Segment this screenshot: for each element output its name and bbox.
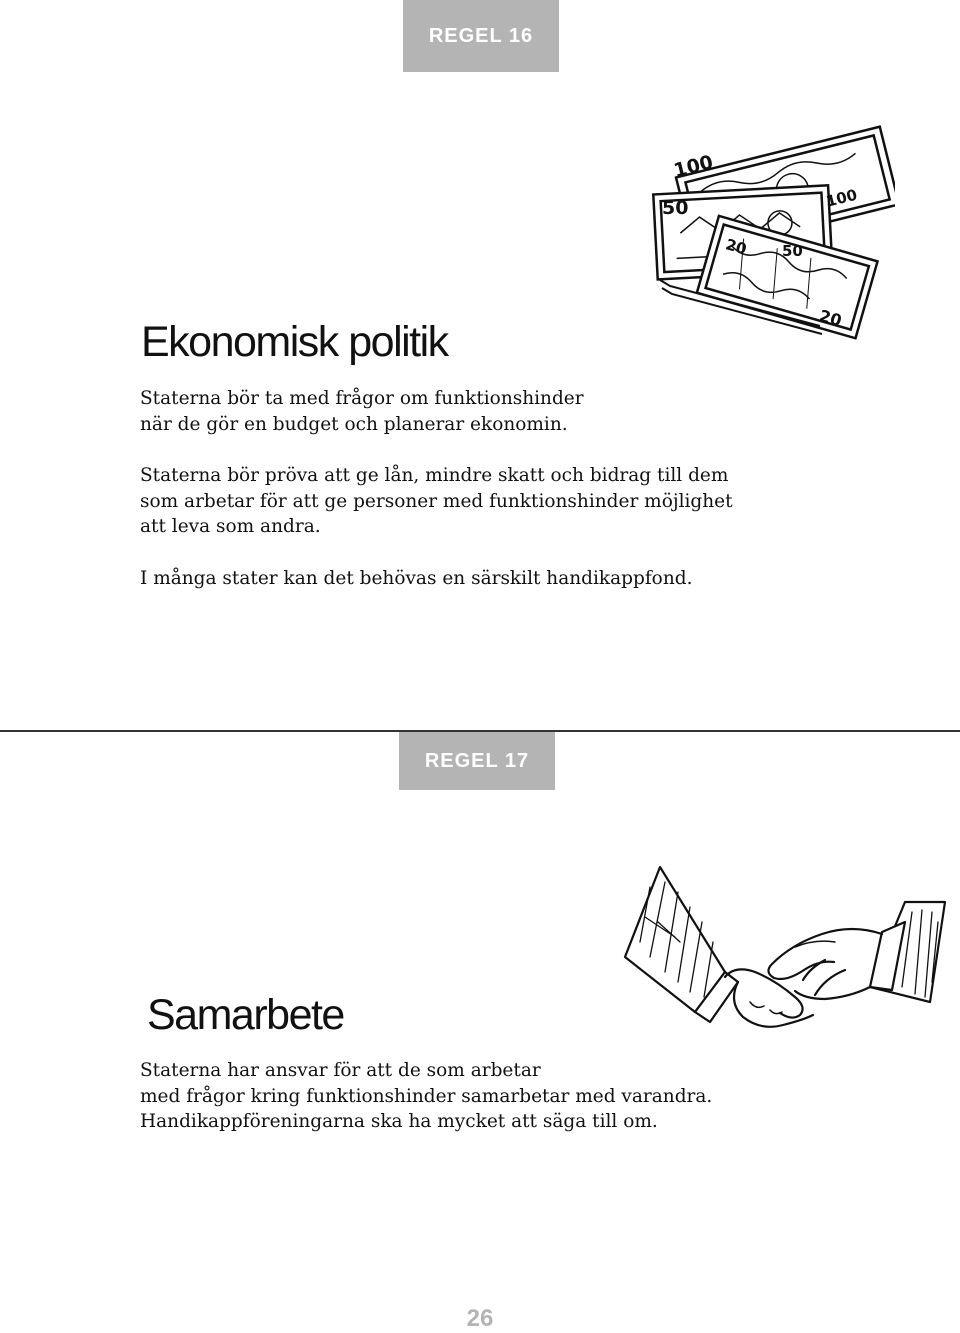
text-line: I många stater kan det behövas en särskilt handikappfond.: [140, 568, 693, 589]
section-title-cooperation: Samarbete: [147, 991, 344, 1039]
note-label: 20: [817, 305, 844, 331]
text-line: Staterna bör ta med frågor om funktionshinder: [140, 388, 584, 409]
note-label: 100: [671, 151, 716, 183]
note-label: 100: [824, 185, 859, 211]
text-line: Handikappföreningarna ska ha mycket att säga till om.: [140, 1111, 658, 1132]
text-line: med frågor kring funktionshinder samarbetar med varandra.: [140, 1085, 713, 1107]
paragraph: [140, 1058, 712, 1135]
text-line: att leva som andra.: [140, 516, 321, 537]
banknote-front: [697, 216, 878, 338]
text-line: Staterna har ansvar för att de som arbetar: [140, 1060, 541, 1081]
paragraph: [140, 386, 584, 437]
page-number: 26: [466, 1305, 494, 1332]
rule-17-badge: REGEL 17: [399, 732, 555, 790]
note-label: 50: [782, 242, 803, 260]
paragraph: [140, 566, 692, 592]
note-label: 20: [723, 235, 749, 259]
rule-16-badge: REGEL 16: [403, 0, 559, 72]
text-line: Staterna bör pröva att ge lån, mindre skatt och bidrag till dem: [140, 465, 729, 486]
handshake-icon: [620, 862, 950, 1042]
text-line: som arbetar för att ge personer med funktionshinder möjlighet: [140, 490, 733, 512]
paragraph: [140, 463, 733, 540]
banknotes-icon: [640, 110, 895, 342]
section-title-economic-policy: Ekonomisk politik: [141, 318, 448, 366]
note-label: 50: [662, 197, 689, 219]
text-line: när de gör en budget och planerar ekonomin.: [140, 413, 568, 435]
